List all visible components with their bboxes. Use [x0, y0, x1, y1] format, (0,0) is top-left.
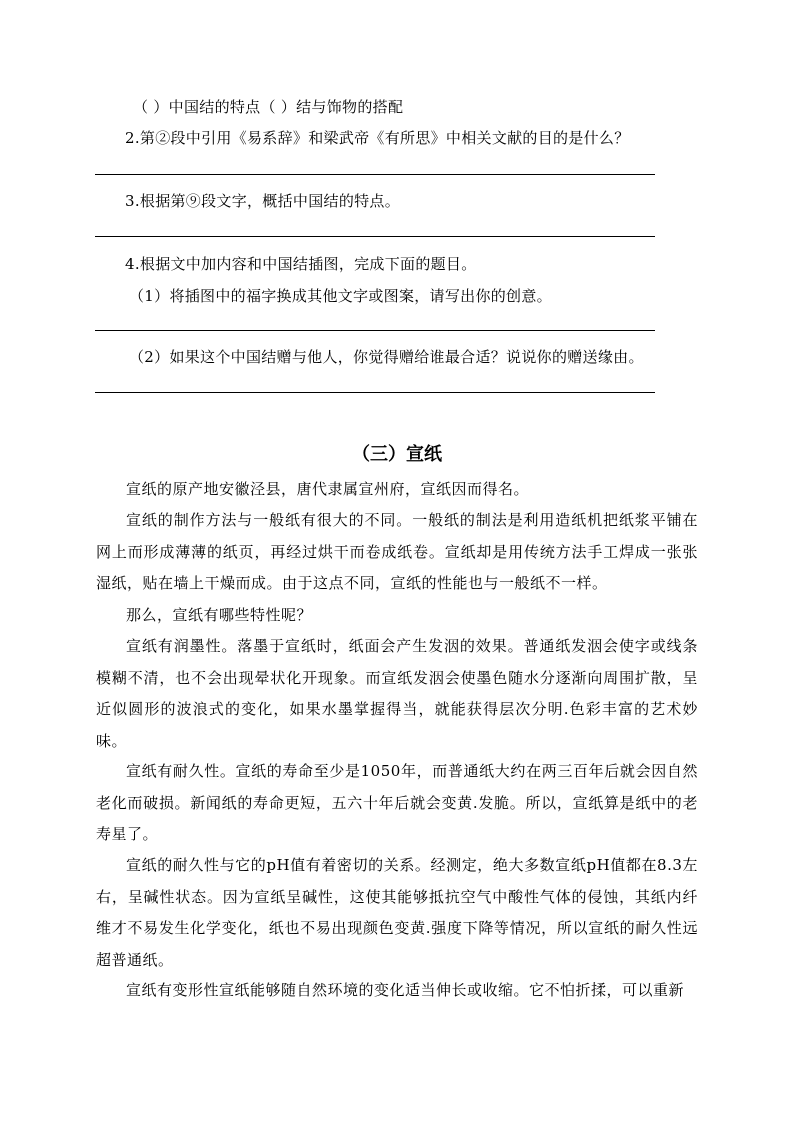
answer-line-4-2	[95, 392, 655, 393]
paragraph-1: 宣纸的原产地安徽泾县，唐代隶属宣州府，宣纸因而得名。	[126, 480, 530, 498]
paragraph-4: 宣纸有润墨性。落墨于宣纸时，纸面会产生发洇的效果。普通纸发洇会使字或线条模糊不清，也不会出现晕状化开现象。而宣纸发洇会使墨色随水分逐渐向周围扩散，呈近似圆形的波浪式的变化，如果水墨掌握得当，就能获得层次分明.色彩丰富的艺术妙味。	[96, 637, 698, 750]
question-4-1: （1）将插图中的福字换成其他文字或图案，请写出你的创意。	[129, 287, 552, 305]
question-2: 2.第②段中引用《易系辞》和梁武帝《有所思》中相关文献的目的是什么？	[125, 129, 630, 147]
answer-line-4-1	[95, 330, 655, 331]
paragraph-2: 宣纸的制作方法与一般纸有很大的不同。一般纸的制法是利用造纸机把纸浆平铺在网上而形成薄薄的纸页，再经过烘干而卷成纸卷。宣纸却是用传统方法手工焊成一张张湿纸，贴在墙上干燥而成。由于这点不同，宣纸的性能也与一般纸不一样。	[96, 511, 698, 592]
section-title: （三）宣纸	[352, 444, 442, 465]
question-4: 4.根据文中加内容和中国结插图，完成下面的题目。	[125, 255, 477, 273]
q1-fill-line: （ ）中国结的特点（ ）结与饰物的搭配	[133, 98, 404, 116]
answer-line-2	[95, 174, 655, 175]
paragraph-5: 宣纸有耐久性。宣纸的寿命至少是1050年，而普通纸大约在两三百年后就会因自然老化而破损。新闻纸的寿命更短，五六十年后就会变黄.发脆。所以，宣纸算是纸中的老寿星了。	[96, 762, 698, 843]
paragraph-7: 宣纸有变形性宣纸能够随自然环境的变化适当伸长或收缩。它不怕折揉，可以重新	[126, 981, 685, 999]
question-3: 3.根据第⑨段文字，概括中国结的特点。	[125, 192, 401, 210]
question-4-2: （2）如果这个中国结赠与他人，你觉得赠给谁最合适？说说你的赠送缘由。	[129, 348, 644, 366]
paragraph-3: 那么，宣纸有哪些特性呢？	[126, 606, 313, 624]
paragraph-6: 宣纸的耐久性与它的pH值有着密切的关系。经测定，绝大多数宣纸pH值都在8.3左右，呈碱性状态。因为宣纸呈碱性，这使其能够抵抗空气中酸性气体的侵蚀，其纸内纤维才不易发生化学变化，纸也不易出现颜色变黄.强度下降等情况，所以宣纸的耐久性远超普通纸。	[96, 856, 698, 969]
answer-line-3	[95, 236, 655, 237]
